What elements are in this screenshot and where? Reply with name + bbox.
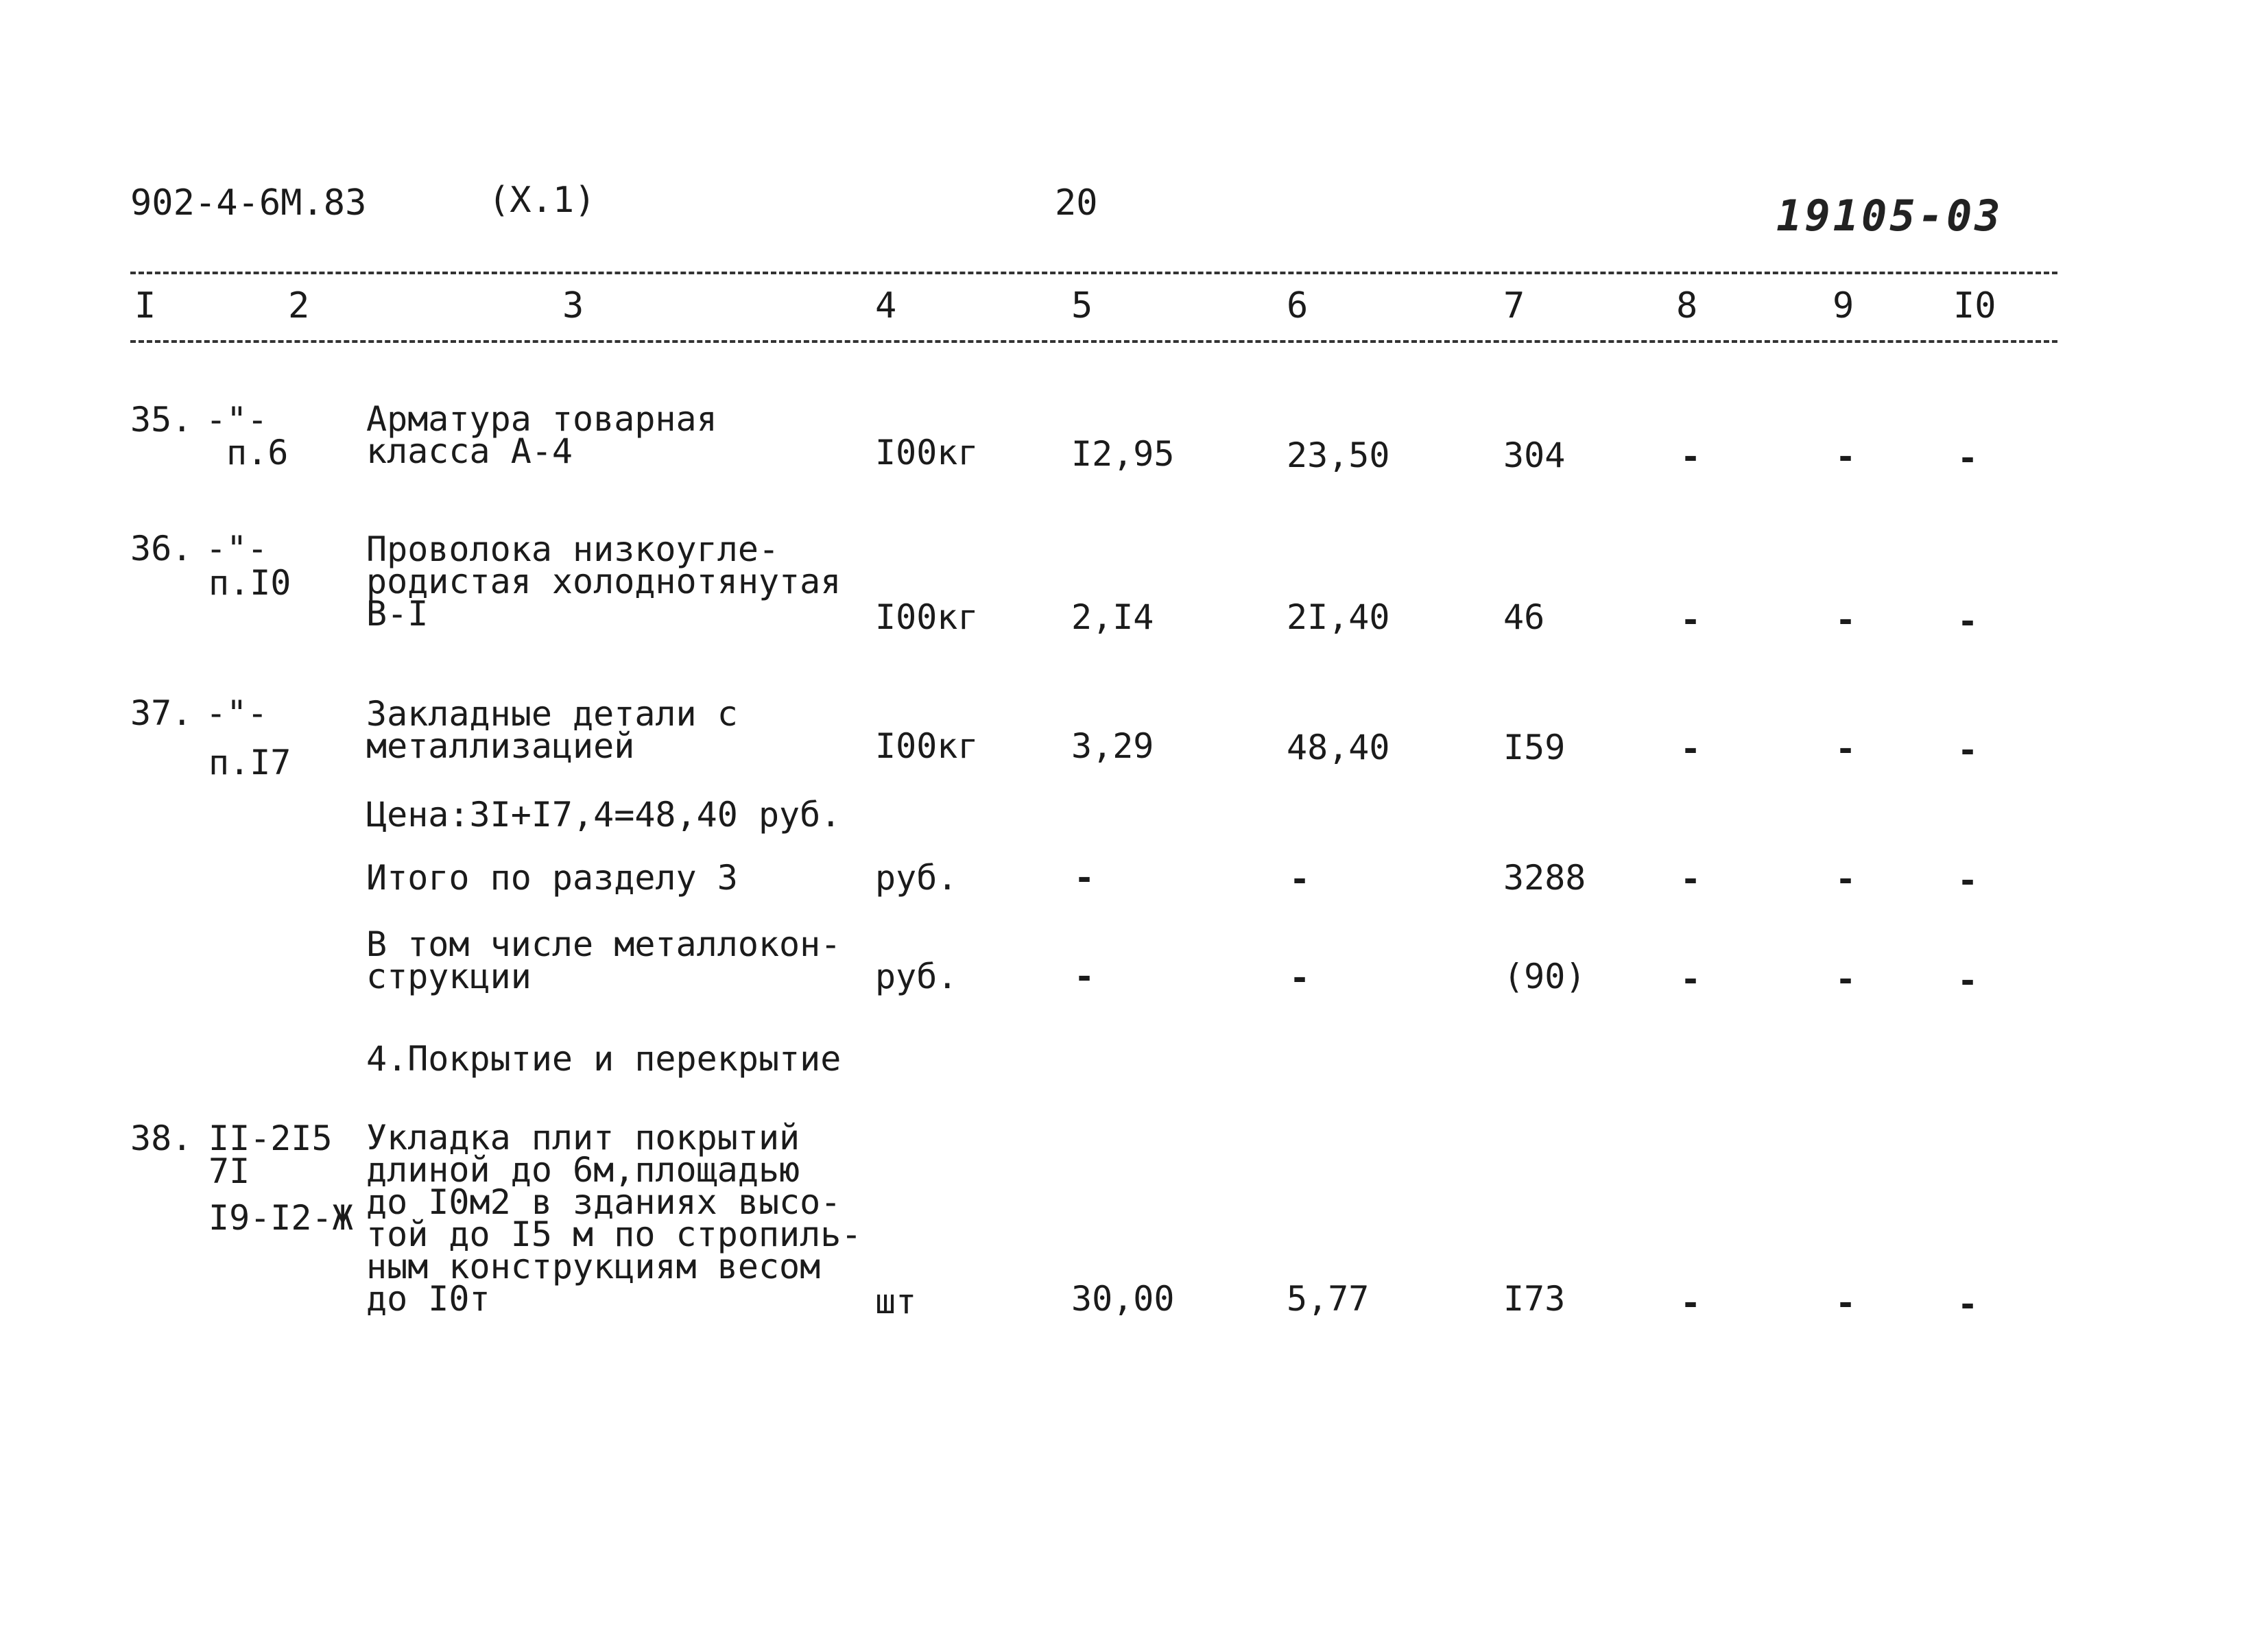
section-3-total-col5: - xyxy=(1074,858,1095,898)
row-35-col10: - xyxy=(1957,438,1979,478)
section-3-total-amount: 3288 xyxy=(1503,858,1586,898)
row-36-quantity: 2,I4 xyxy=(1071,597,1154,637)
row-37-price-note: Цена:3I+I7,4=48,40 руб. xyxy=(366,795,842,835)
col-header-4: 4 xyxy=(875,285,897,326)
row-37-col10: - xyxy=(1957,730,1979,770)
col-header-6: 6 xyxy=(1287,285,1309,326)
row-35-unit: I00кг xyxy=(875,433,979,472)
row-35-col9: - xyxy=(1835,437,1857,477)
row-35-ref-item: п.6 xyxy=(226,433,289,472)
row-36-unit-price: 2I,40 xyxy=(1287,597,1390,637)
row-38-number: 38. xyxy=(130,1118,193,1158)
row-37-ref: -"- xyxy=(206,693,268,733)
row-38-col8: - xyxy=(1680,1283,1702,1323)
row-38-ref: II-2I5 xyxy=(208,1118,333,1158)
row-35-description: Арматура товарная класса А-4 xyxy=(366,399,717,471)
row-36-total: 46 xyxy=(1503,597,1545,637)
col-header-8: 8 xyxy=(1676,285,1698,326)
row-38-col9: - xyxy=(1835,1283,1857,1323)
col-header-1: I xyxy=(134,285,156,326)
row-35-col8: - xyxy=(1680,437,1702,477)
header-bottom-rule xyxy=(130,340,2057,343)
header-top-rule xyxy=(130,272,2057,274)
row-36-ref: -"- xyxy=(206,529,268,568)
row-36-col9: - xyxy=(1835,600,1857,640)
document-code: 902-4-6М.83 xyxy=(130,182,367,224)
col-header-5: 5 xyxy=(1071,285,1093,326)
row-38-unit: шт xyxy=(875,1282,917,1321)
section-3-total-col9: - xyxy=(1835,859,1857,899)
row-37-unit-price: 48,40 xyxy=(1287,728,1390,767)
metal-structures-col9: - xyxy=(1835,959,1857,999)
section-3-total-col10: - xyxy=(1957,861,1979,900)
row-37-quantity: 3,29 xyxy=(1071,726,1154,766)
row-37-col9: - xyxy=(1835,729,1857,769)
variant-label: (Х.1) xyxy=(488,180,596,221)
col-header-9: 9 xyxy=(1833,285,1854,326)
row-38-total: I73 xyxy=(1503,1279,1566,1319)
row-38-ref-code: I9-I2-Ж xyxy=(208,1198,353,1238)
col-header-3: 3 xyxy=(562,285,584,326)
row-36-col10: - xyxy=(1957,601,1979,641)
metal-structures-amount: (90) xyxy=(1503,957,1586,996)
row-37-description: Закладные детали с металлизацией xyxy=(366,694,738,766)
metal-structures-col6: - xyxy=(1289,958,1311,998)
row-38-quantity: 30,00 xyxy=(1071,1279,1175,1319)
col-header-2: 2 xyxy=(288,285,310,326)
row-38-description: Укладка плит покрытий длиной до 6м,площадью до I0м2 в зданиях высо- той до I5 м по стропиль- ным конструкциям весом до I0т xyxy=(366,1118,862,1319)
section-3-total-col6: - xyxy=(1289,859,1311,899)
row-37-total: I59 xyxy=(1503,728,1566,767)
row-36-col8: - xyxy=(1680,600,1702,640)
row-38-unit-price: 5,77 xyxy=(1287,1279,1370,1319)
section-3-total-unit: руб. xyxy=(875,858,958,898)
metal-structures-unit: руб. xyxy=(875,957,958,996)
row-37-number: 37. xyxy=(130,693,193,733)
row-35-quantity: I2,95 xyxy=(1071,434,1175,474)
metal-structures-col5: - xyxy=(1074,957,1095,996)
page-number: 20 xyxy=(1055,182,1098,224)
row-35-ref: -"- xyxy=(206,400,268,440)
row-35-total: 304 xyxy=(1503,435,1566,475)
row-36-ref-item: п.I0 xyxy=(208,563,291,603)
row-37-ref-item: п.I7 xyxy=(208,743,291,782)
metal-structures-col10: - xyxy=(1957,961,1979,1001)
col-header-7: 7 xyxy=(1503,285,1525,326)
section-3-total-col8: - xyxy=(1680,859,1702,899)
col-header-10: I0 xyxy=(1953,285,1996,326)
row-37-unit: I00кг xyxy=(875,726,979,766)
section-4-heading: 4.Покрытие и перекрытие xyxy=(366,1039,842,1079)
row-36-description: Проволока низкоугле- родистая холоднотянутая В-I xyxy=(366,529,842,634)
row-35-number: 35. xyxy=(130,400,193,440)
section-3-total-label: Итого по разделу 3 xyxy=(366,858,738,898)
row-36-number: 36. xyxy=(130,529,193,568)
row-36-unit: I00кг xyxy=(875,597,979,637)
metal-structures-label: В том числе металлокон- струкции xyxy=(366,924,842,996)
row-38-ref-sub: 7I xyxy=(208,1151,250,1191)
metal-structures-col8: - xyxy=(1680,959,1702,999)
inventory-stamp: 19105-03 xyxy=(1776,191,2003,241)
row-35-unit-price: 23,50 xyxy=(1287,435,1390,475)
row-37-col8: - xyxy=(1680,729,1702,769)
row-38-col10: - xyxy=(1957,1284,1979,1324)
